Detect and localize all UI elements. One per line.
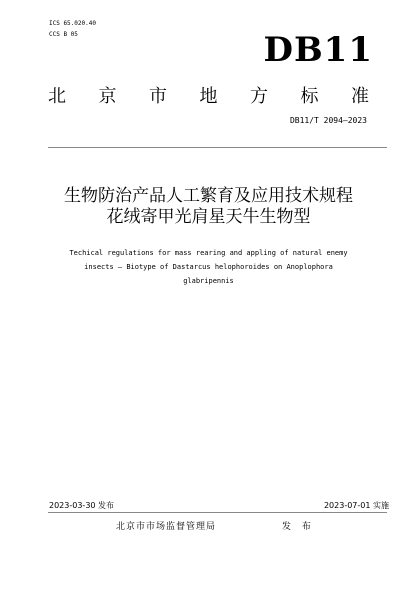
top-divider [48, 147, 387, 148]
ccs-code: CCS B 05 [49, 31, 78, 38]
bottom-divider [48, 512, 387, 513]
english-title-line-1: Techical regulations for mass rearing and appling of natural enemy [69, 249, 348, 257]
publish-date: 2023-03-30 发布 [49, 501, 115, 510]
standard-type-char: 地 [199, 86, 218, 107]
standard-type-title [48, 82, 369, 108]
standard-type-char: 方 [250, 86, 268, 107]
english-title-line-3: glabripennis [183, 277, 234, 285]
standard-number: DB11/T 2094—2023 [289, 116, 367, 125]
english-title-line-2: insects — Biotype of Dastarcus helophoroides on Anoplophora [84, 263, 333, 271]
chinese-title-line-1: 生物防治产品人工繁育及应用技术规程 [64, 186, 353, 206]
implement-date: 2023-07-01 实施 [323, 501, 389, 510]
issuing-authority: 北京市市场监督管理局 [116, 522, 217, 532]
standard-type-char: 准 [351, 86, 369, 107]
standard-type-char: 北 [48, 86, 66, 107]
issue-label: 发 布 [282, 522, 315, 532]
english-title [40, 246, 377, 288]
standard-badge: DB11 [263, 30, 373, 70]
standard-type-char: 标 [300, 86, 319, 107]
standard-type-char: 京 [98, 86, 117, 107]
ics-code: ICS 65.020.40 [49, 20, 96, 27]
standard-type-char: 市 [149, 86, 167, 107]
chinese-title-line-2: 花绒寄甲光肩星天牛生物型 [106, 207, 311, 227]
